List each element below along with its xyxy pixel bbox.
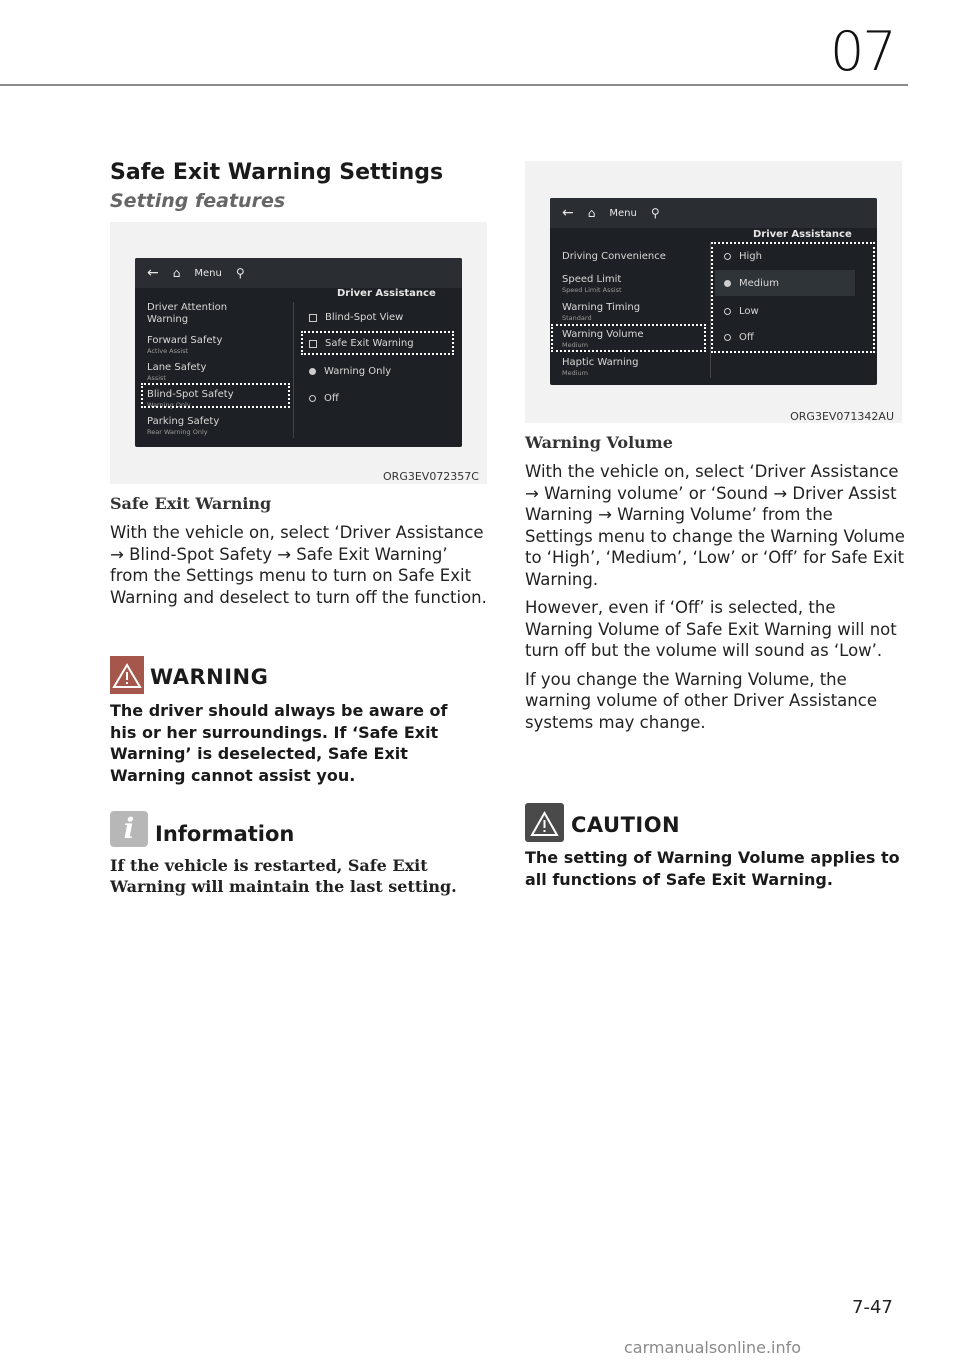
left-paragraph bbox=[110, 522, 490, 615]
right-paragraph: With the vehicle on, select ‘Driver Assistance → Warning volume’ or ‘Sound → Driver Assist Warning → Warning Volume’ from the Settings menu to change the Warning Volume to ‘High’, ‘Medium’, ‘Low’ or ‘Off’ for Safe Exit Warning. bbox=[525, 462, 905, 589]
right-sub-heading: Warning Volume bbox=[525, 433, 673, 452]
caution-icon bbox=[525, 803, 564, 842]
figure-1-option-label: Warning Only bbox=[324, 366, 392, 377]
figure-1-topbar bbox=[135, 258, 462, 288]
chapter-number: 07 bbox=[830, 20, 895, 83]
page-number: 7-47 bbox=[852, 1297, 893, 1318]
figure-1-menu-item bbox=[147, 416, 219, 436]
caution-text: The setting of Warning Volume applies to all functions of Safe Exit Warning. bbox=[525, 848, 900, 889]
figure-1-menu-item-label: Lane Safety bbox=[147, 362, 207, 373]
figure-1-panel-title: Driver Assistance bbox=[337, 288, 436, 299]
figure-2-menu-item-sub: Standard bbox=[562, 314, 592, 322]
watermark: carmanualsonline.info bbox=[624, 1338, 802, 1357]
figure-2-option-label: High bbox=[739, 251, 762, 262]
figure-2-menu-item bbox=[562, 302, 640, 322]
right-paragraph: If you change the Warning Volume, the warning volume of other Driver Assistance systems may change. bbox=[525, 669, 877, 732]
information-title: Information bbox=[155, 822, 295, 846]
figure-2-menu-item bbox=[562, 274, 622, 294]
figure-1-menu-label: Menu bbox=[194, 267, 222, 279]
figure-1-menu-item-sub: Active Assist bbox=[147, 347, 189, 355]
radio-icon bbox=[309, 395, 316, 402]
figure-1-option bbox=[309, 366, 391, 377]
caution-triangle-icon bbox=[525, 803, 564, 842]
figure-2-option-label: Medium bbox=[739, 278, 779, 289]
figure-2-menu-item-sub: Medium bbox=[562, 369, 588, 377]
figure-2 bbox=[525, 161, 902, 423]
right-paragraphs bbox=[525, 461, 905, 740]
figure-2-screen bbox=[550, 198, 877, 385]
figure-1-highlight-option bbox=[301, 331, 454, 355]
figure-1-option-label: Blind-Spot View bbox=[325, 312, 404, 323]
left-paragraph-text: With the vehicle on, select ‘Driver Assistance → Blind-Spot Safety → Safe Exit Warning’ from the Settings menu to turn on Safe Exit Warning and deselect to turn off the function. bbox=[110, 523, 487, 607]
figure-1 bbox=[110, 222, 487, 484]
figure-2-menu-item-sub: Medium bbox=[562, 341, 588, 349]
figure-1-menu-item-label: Parking Safety bbox=[147, 416, 220, 427]
information-icon: i bbox=[110, 811, 148, 847]
warning-icon bbox=[110, 656, 144, 694]
warning-title: WARNING bbox=[150, 665, 269, 689]
section-subtitle: Setting features bbox=[110, 190, 286, 212]
figure-1-menu-item-sub: Rear Warning Only bbox=[147, 428, 208, 436]
figure-2-panel-title: Driver Assistance bbox=[753, 229, 852, 240]
figure-1-menu-item bbox=[147, 362, 206, 382]
figure-1-screen bbox=[135, 258, 462, 447]
figure-1-menu-item-label: Forward Safety bbox=[147, 335, 223, 346]
warning-triangle-icon bbox=[110, 656, 144, 694]
figure-1-code: ORG3EV072357C bbox=[383, 470, 479, 483]
figure-2-code: ORG3EV071342AU bbox=[790, 410, 894, 423]
section-title: Safe Exit Warning Settings bbox=[110, 160, 444, 185]
home-icon: ⌂ bbox=[172, 266, 181, 280]
figure-2-option-label: Off bbox=[739, 332, 754, 343]
figure-1-option bbox=[309, 312, 403, 323]
checkbox-icon bbox=[309, 314, 317, 322]
figure-1-divider bbox=[293, 302, 294, 438]
left-sub-heading: Safe Exit Warning bbox=[110, 494, 272, 513]
figure-2-highlight-options bbox=[711, 242, 875, 353]
figure-2-menu-item-label: Warning Volume bbox=[562, 329, 644, 340]
figure-1-menu-item-sub: Assist bbox=[147, 374, 166, 382]
figure-1-menu-item bbox=[147, 335, 222, 355]
figure-2-menu-item-label: Driving Convenience bbox=[562, 251, 666, 262]
figure-2-menu-item-label: Haptic Warning bbox=[562, 357, 639, 368]
figure-2-menu-item-label: Speed Limit bbox=[562, 274, 622, 285]
figure-1-option-label: Safe Exit Warning bbox=[325, 338, 414, 349]
radio-selected-icon bbox=[309, 368, 316, 375]
figure-1-menu-item-label: Blind-Spot Safety bbox=[147, 389, 234, 400]
figure-2-menu-item bbox=[562, 357, 638, 377]
back-arrow-icon: ← bbox=[562, 205, 574, 221]
figure-2-highlight-menu bbox=[551, 324, 706, 352]
figure-1-option bbox=[309, 393, 339, 404]
figure-2-menu-label: Menu bbox=[609, 207, 637, 219]
right-paragraph: However, even if ‘Off’ is selected, the Warning Volume of Safe Exit Warning will not turn off but the volume will sound as ‘Low’. bbox=[525, 598, 897, 660]
figure-2-menu-item bbox=[562, 251, 666, 262]
figure-1-highlight-menu bbox=[141, 383, 290, 408]
figure-2-menu-item-label: Warning Timing bbox=[562, 302, 641, 313]
header-rule bbox=[0, 84, 908, 86]
home-icon: ⌂ bbox=[587, 206, 596, 220]
figure-2-option-label: Low bbox=[739, 306, 759, 317]
search-icon: ⚲ bbox=[235, 266, 245, 280]
figure-1-menu-item-sub: Warning Only bbox=[147, 401, 191, 409]
search-icon: ⚲ bbox=[650, 206, 660, 220]
caution-title: CAUTION bbox=[571, 813, 681, 837]
figure-2-topbar bbox=[550, 198, 877, 228]
warning-text: The driver should always be aware of his or her surroundings. If ‘Safe Exit Warning’ is deselected, Safe Exit Warning cannot assist you. bbox=[110, 701, 448, 785]
figure-1-menu-item bbox=[147, 302, 227, 326]
information-text: If the vehicle is restarted, Safe Exit Warning will maintain the last setting. bbox=[110, 856, 457, 896]
back-arrow-icon: ← bbox=[147, 265, 159, 281]
figure-1-option-label: Off bbox=[324, 393, 339, 404]
figure-2-menu-item-sub: Speed Limit Assist bbox=[562, 286, 622, 294]
figure-1-menu-item-label: Driver Attention Warning bbox=[147, 302, 228, 325]
